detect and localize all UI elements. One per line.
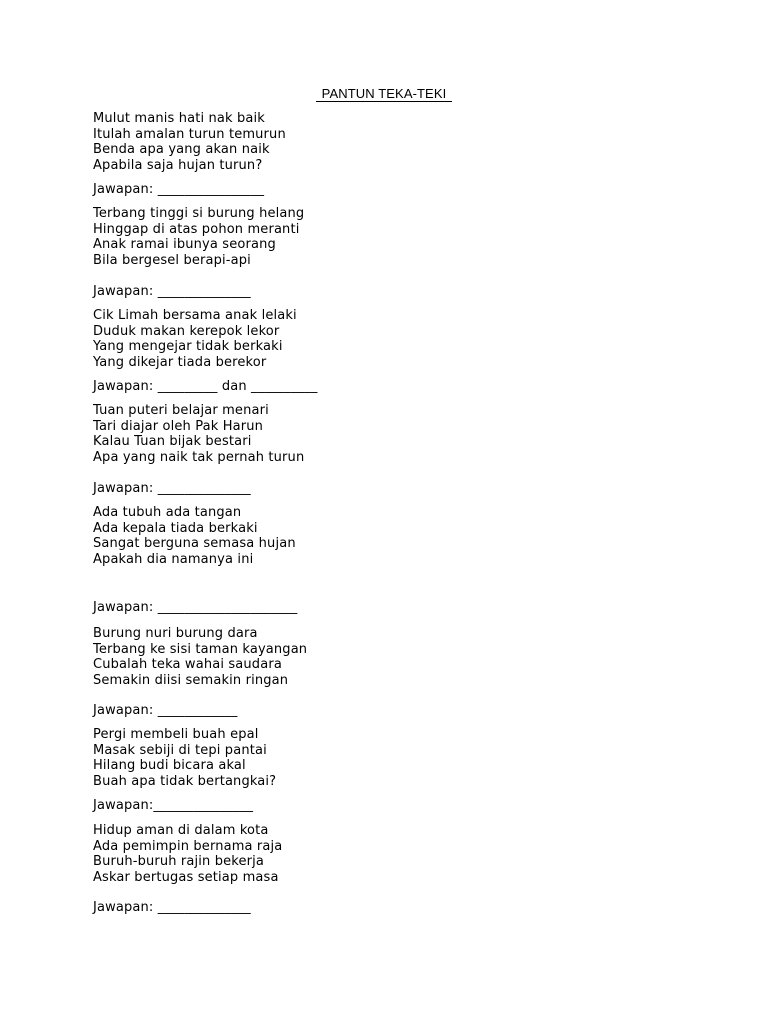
pantun-line: Buah apa tidak bertangkai?: [93, 773, 277, 789]
pantun-line: Askar bertugas setiap masa: [93, 869, 279, 885]
answer-line-8: Jawapan: ______________: [93, 900, 251, 915]
answer-line-4: Jawapan: ______________: [93, 481, 251, 496]
pantun-stanza-2: [93, 206, 304, 268]
pantun-line: Yang mengejar tidak berkaki: [93, 339, 283, 354]
pantun-line: Terbang ke sisi taman kayangan: [93, 641, 308, 657]
pantun-line: Ada pemimpin bernama raja: [93, 838, 283, 854]
pantun-line: Mulut manis hati nak baik: [93, 111, 265, 126]
pantun-stanza-4: [93, 403, 304, 465]
pantun-line: Apabila saja hujan turun?: [93, 157, 263, 173]
pantun-line: Sangat berguna semasa hujan: [93, 536, 296, 551]
answer-line-1: Jawapan: ________________: [93, 182, 265, 197]
pantun-line: Apakah dia namanya ini: [93, 551, 254, 567]
answer-line-7: Jawapan:_______________: [93, 798, 254, 813]
pantun-line: Pergi membeli buah epal: [93, 727, 259, 742]
pantun-line: Hinggap di atas pohon meranti: [93, 221, 300, 237]
pantun-stanza-7: [93, 727, 276, 789]
pantun-line: Hidup aman di dalam kota: [93, 823, 269, 838]
pantun-line: Cubalah teka wahai saudara: [93, 657, 282, 672]
pantun-stanza-1: [93, 111, 286, 173]
pantun-stanza-5: [93, 505, 296, 567]
pantun-line: Buruh-buruh rajin bekerja: [93, 854, 265, 869]
pantun-line: Terbang tinggi si burung helang: [93, 206, 305, 221]
answer-line-6: Jawapan: ____________: [93, 703, 238, 718]
pantun-line: Itulah amalan turun temurun: [93, 126, 286, 142]
pantun-line: Benda apa yang akan naik: [93, 142, 270, 157]
pantun-line: Kalau Tuan bijak bestari: [93, 434, 252, 449]
pantun-stanza-3: [93, 308, 297, 370]
pantun-line: Semakin diisi semakin ringan: [93, 672, 289, 688]
pantun-line: Burung nuri burung dara: [93, 626, 258, 641]
pantun-line: Bila bergesel berapi-api: [93, 252, 251, 268]
page-title: PANTUN TEKA-TEKI: [0, 86, 768, 102]
pantun-line: Duduk makan kerepok lekor: [93, 323, 280, 339]
pantun-line: Ada kepala tiada berkaki: [93, 520, 258, 536]
pantun-line: Yang dikejar tiada berekor: [93, 354, 267, 370]
answer-line-2: Jawapan: ______________: [93, 284, 251, 299]
pantun-line: Apa yang naik tak pernah turun: [93, 449, 305, 465]
pantun-line: Cik Limah bersama anak lelaki: [93, 308, 297, 323]
pantun-line: Anak ramai ibunya seorang: [93, 237, 276, 252]
pantun-line: Tari diajar oleh Pak Harun: [93, 418, 264, 434]
answer-line-5: Jawapan: _____________________: [93, 600, 298, 615]
pantun-line: Hilang budi bicara akal: [93, 758, 246, 773]
pantun-line: Tuan puteri belajar menari: [93, 403, 269, 418]
pantun-line: Ada tubuh ada tangan: [93, 505, 242, 520]
pantun-line: Masak sebiji di tepi pantai: [93, 742, 267, 758]
answer-line-3: Jawapan: _________ dan __________: [93, 379, 318, 394]
pantun-stanza-6: [93, 626, 307, 688]
pantun-stanza-8: [93, 823, 282, 885]
